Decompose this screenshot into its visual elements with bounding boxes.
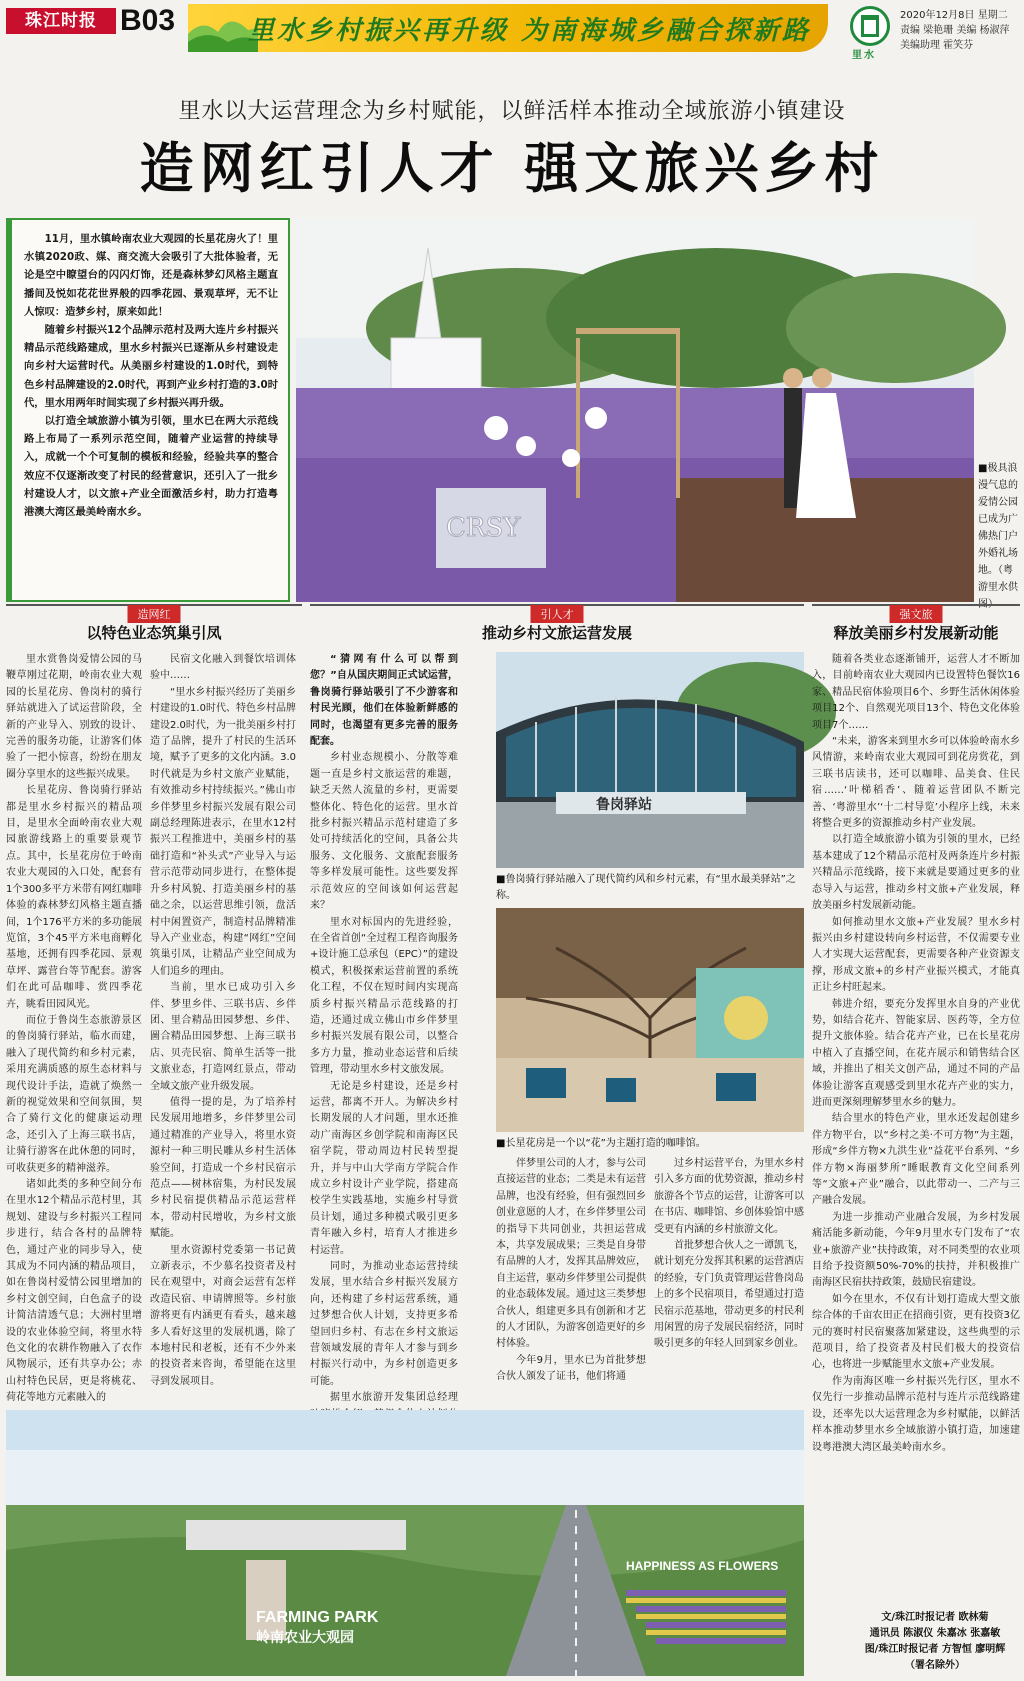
body-paragraph: 乡村业态规模小、分散等难题一直是乡村文旅运营的难题，缺乏天然人流量的乡村，更需要整体化、特色化的运营。里水首批乡村振兴精品示范村建造了多处可持续活化的空间，具备公共服务、文化服务、文旅配套服务等多样发展可能性。这些要发挥示范效应的空间该如何运营起来？ bbox=[310, 752, 458, 912]
body-paragraph: “里水乡村振兴经历了美丽乡村建设的1.0时代、特色乡村品牌建设2.0时代，为一批美丽乡村打造了品牌，提升了村民的生活环境，赋予了更多的文化内涵。3.0时代就是为乡村文旅产业赋能，有效推动乡村持续振兴。”佛山市乡伴梦里乡村振兴发展有限公司副总经理陈进表示，在里水12村振兴工程推进中，美丽乡村的基础打造和“补头式”产业导入与运营示范带动同步进行，在整体提升乡村风貌、打造美丽乡村的基础之余，以运营思维引领，盘活村中闲置资产，制造村品牌精准导入产业业态，构建“网红”空间筑巢引凤，让精品产业空间成为人们追乡的理由。 bbox=[150, 686, 296, 977]
body-paragraph: 结合里水的特色产业，里水还发起创建乡伴方物平台，以“乡村之美·不可方物”为主题，形成“乡伴方物×九洪生业”益花平台系列、“乡伴方物×海丽梦所”睡眠教育文化空间系列等“文旅+产业”融合，以此带动一、二产与三产融合发展。 bbox=[812, 1113, 1020, 1207]
byline-line: 通讯员 陈淑仪 朱嘉冰 张嘉敏 bbox=[869, 1628, 1001, 1639]
section-head-2 bbox=[310, 604, 804, 644]
body-paragraph: 诸如此类的多种空间分布在里水12个精品示范村里，其规划、建设与乡村振兴工程同步进行，结合各村的品牌特色，通过产业的同步导入，使其成为不同内涵的精品项目，如在鲁岗村爱情公园里增加的乡村文创空间，白色盒子的设计简洁清透气息；大洲村里增设的农业体验空间，将里水特色文化的农耕作物融入了衣作风物展示，还有共享办公；赤山村特色民居，更是将桃花、荷花等地方元素融入的 bbox=[6, 1179, 142, 1404]
station-caption: ■鲁岗骑行驿站融入了现代简约风和乡村元素，有“里水最美驿站”之称。 bbox=[496, 874, 796, 901]
body-paragraph: 随着各类业态逐渐铺开，运营人才不断加入，目前岭南农业大观园内已设置特色餐饮16家、精品民宿体验项目6个、乡野生活休闲体验项目12个、自然观光项目13个、特色文化体验项目7个…… bbox=[812, 654, 1020, 731]
section-title: 推动乡村文旅运营发展 bbox=[481, 624, 632, 642]
section-tag: 造网红 bbox=[128, 605, 181, 623]
article-column-3 bbox=[310, 652, 458, 1404]
byline-line: 文/珠江时报记者 欧林菊 bbox=[881, 1612, 989, 1623]
byline-line: （署名除外） bbox=[905, 1660, 965, 1671]
flower-cafe-photo bbox=[496, 908, 804, 1132]
body-paragraph: 民宿文化融入到餐饮培训体验中…… bbox=[150, 654, 296, 682]
article-column-5 bbox=[654, 1156, 804, 1404]
body-paragraph: 里水赏鲁岗爱情公园的马鞭草刚过花期，岭南农业大观园的长星花房、鲁岗村的骑行驿站就进入了试运营阶段，全新的产业导入、别致的设计、完善的服务功能，让游客们体验了一把小惊喜，纷纷在朋友圈分享里水的这些振兴成果。 bbox=[6, 654, 142, 780]
section-tag: 引人才 bbox=[531, 605, 584, 623]
aerial-sign2-text: HAPPINESS AS FLOWERS bbox=[626, 1559, 779, 1573]
cycling-station-photo bbox=[496, 652, 804, 868]
cafe-caption: ■长星花房是一个以“花”为主题打造的咖啡馆。 bbox=[496, 1138, 706, 1149]
aerial-sign-cn-text: 岭南农业大观园 bbox=[256, 1630, 354, 1646]
body-paragraph: 当前，里水已成功引入乡伴、梦里乡伴、三联书店、乡伴团、里合精品田园梦想、乡伴、圖合精品田园梦想、上海三联书店、贝壳民宿、简单生活等一批文旅业态，打造网红景点，带动全域文旅产业升级发展。 bbox=[150, 982, 296, 1092]
headline-title: 造网红引人才 强文旅兴乡村 bbox=[139, 136, 885, 200]
section-head-3 bbox=[812, 604, 1020, 644]
article-column-6 bbox=[812, 652, 1020, 1604]
body-paragraph: 以打造全域旅游小镇为引领的里水，已经基本建成了12个精品示范村及两条连片乡村振兴精品示范线路，接下来就是要通过更多的业态导入与运营，推动乡村文旅+产业发展，释放美丽乡村发展新动能。 bbox=[812, 834, 1020, 912]
body-paragraph: 作为南海区唯一乡村振兴先行区，里水不仅先行一步推动品牌示范村与连片示范线路建设，还率先以大运营理念为乡村赋能，以鲜活样本推动梦里水乡全域旅游小镇打造，加速建设粤港澳大湾区最美岭南水乡。 bbox=[812, 1375, 1020, 1453]
issue-date: 2020年12月8日 星期二 bbox=[900, 10, 1008, 21]
intro-paragraph: 以打造全域旅游小镇为引领，里水已在两大示范线路上布局了一系列示范空间，随着产业运营的持续导入，成就一个个可复制的模板和经验，经验共享的整合效应不仅逐渐改变了村民的经营意识，还引入了一批乡村建设人才，以文旅+产业全面激活乡村，助力打造粤港澳大湾区最美岭南水乡。 bbox=[24, 415, 278, 519]
wedding-photo bbox=[296, 218, 974, 602]
logo-label: 里水 bbox=[852, 50, 876, 61]
editor-credit: 责编 梁艳珊 美编 杨淑萍 bbox=[900, 25, 1010, 36]
byline-line: 图/珠江时报记者 方智恒 廖明辉 bbox=[864, 1644, 1006, 1655]
body-paragraph: “未来，游客来到里水乡可以体验岭南水乡风情游，来岭南农业大观园可到花房赏花，到三联书店读书，还可以咖啡、品美食、住民宿……‘叶梯稻香’、随着运营团队不断完善、‘粤游里水’‘十二村导览’小程序上线，未来将整合更多的资源推动乡村产业发展。 bbox=[812, 736, 1020, 830]
intro-box bbox=[6, 218, 290, 602]
page-number: B03 bbox=[120, 4, 176, 37]
intro-paragraph: 随着乡村振兴12个品牌示范村及两大连片乡村振兴精品示范线路建成，里水乡村振兴已逐渐从乡村建设走向乡村大运营时代。从美丽乡村建设的1.0时代，到特色乡村品牌建设的2.0时代，再到产业乡村打造的3.0时代，里水用两年时间实现了乡村振兴再升级。 bbox=[24, 324, 278, 409]
section-title: 以特色业态筑巢引凤 bbox=[86, 624, 222, 642]
topic-banner bbox=[188, 4, 828, 52]
wedding-caption: ■极具浪漫气息的爱情公园已成为广佛热门户外婚礼场地。（粤游里水供图） bbox=[978, 463, 1018, 610]
body-paragraph: 如今在里水，不仅有计划打造成大型文旅综合体的千亩农田正在招商引资，更有投资3亿元的赛时村民宿聚落加紧建设，这些典型的示范项目，给了投资者及村民们极大的投资信心，也将进一步赋能里水文旅+产业发展。 bbox=[812, 1293, 1020, 1371]
assistant-credit: 美编助理 霍笑芬 bbox=[900, 40, 974, 51]
body-paragraph: “猜网有什么可以帮到您？”自从国庆期间正式试运营，鲁岗骑行驿站吸引了不少游客和村民光顾，他们在体验新鲜感的同时，也渴望有更多完善的服务配套。 bbox=[310, 654, 458, 748]
body-paragraph: 据里水旅游开发集团总经理 bbox=[330, 1392, 458, 1404]
newspaper-name: 珠江时报 bbox=[6, 8, 116, 34]
body-paragraph: 无论是乡村建设，还是乡村运营，都离不开人。为解决乡村长期发展的人才问题，里水还推动广南海区乡创学院和南海区民宿学院，带动周边村民转型提升，并与中山大学南方学院合作成立乡村设计产业学院，搭建高校学生实践基地，实施乡村导赏员计划，通过多种模式吸引更多青年融入乡村，培育人才推进乡村运营。 bbox=[310, 1080, 458, 1256]
body-paragraph: 里水资源村党委第一书记黄立新表示，不少慕名投资者及村民在观望中，对商会运营有怎样改造民宿、申请牌照等。乡村旅游将更有内涵更有看头，越来越多人看好这里的发展机遇，除了本地村民和老板，还有不少外来的投资者来咨询，希望能在这里寻到发展项目。 bbox=[150, 1244, 296, 1387]
issue-meta bbox=[900, 8, 1010, 53]
body-paragraph: 伴梦里公司的人才，参与公司直接运营的业态；二类是未有运营品牌，也没有经验，但有强烈回乡创业意愿的人才，在乡伴梦里公司的指导下共同创业，共担运营成本，共享发展成果；三类是自身带有品牌的人才，发挥其品牌效应，自主运营，驱动乡伴梦里公司提供的业态载体发展。通过这三类梦想合伙人，组建更多具有创新和才艺的人才团队，为游客创造更好的乡村体验。 bbox=[496, 1158, 646, 1350]
station-sign-text: 鲁岗驿站 bbox=[596, 797, 652, 813]
article-column-2 bbox=[150, 652, 296, 1404]
body-paragraph: 今年9月，里水已为首批梦想合伙人颁发了证书，他们将通 bbox=[496, 1354, 646, 1383]
body-paragraph: 韩进介绍，要充分发挥里水自身的产业优势，如结合花卉、智能家居、医药等，全方位提升文旅体验。结合花卉产业，已在长星花房中植入了直播空间，在花卉展示和销售结合区域，并推出了相关文创产品，通过不同的产品体验让游客直观感受到里水花卉产业的实力，进而更深刻理解梦里水乡的魅力。 bbox=[812, 998, 1020, 1108]
body-paragraph: 值得一提的是，为了培养村民发展用地增多，乡伴梦里公司通过精准的产业导入，将里水资源村一种三明民雕从乡村生活体验空间，打造成一个乡村民宿示范点——树林宿集，为村民发展乡村民宿提供精品示范运营样本，带动村民增收，为乡村文旅赋能。 bbox=[150, 1096, 296, 1240]
body-paragraph: 里水对标国内的先进经验，在全省首创“全过程工程咨询服务+设计施工总承包（EPC）”的建设模式，积极探索运营前置的系统化工程，不仅在短时间内实现高质乡村振兴精品示范线路的打造，还通过成立佛山市乡伴梦里乡村振兴发展有限公司，以整合多方力量，推动业态运营和后续管理，带动里水乡村文旅发展。 bbox=[310, 916, 458, 1076]
article-column-1 bbox=[6, 652, 142, 1404]
body-paragraph: 长星花房、鲁岗骑行驿站都是里水乡村振兴的精品项目，是里水全面岭南农业大观园旅游线路上的重要景观节点。其中，长星花房位于岭南农业大观园的入口处，配套有1个300多平方米带有网红咖啡体验的森林梦幻风格主题直播间，1个176平方米的多功能展览馆，3个45平方米电商孵化基地，还拥有四季花园、景观草坪、露营台等节配套。游客们在此可品咖啡、赏四季花卉，眺看田园风光。 bbox=[6, 785, 142, 1010]
body-paragraph: 同时，为推动业态运营持续发展，里水结合乡村振兴发展方向，还构建了乡村运营系统，通过梦想合伙人计划，支持更多希望回归乡村、有志在乡村文旅运营领域发展的青年人才参与到乡村振兴行动中，为乡村创造更多可能。 bbox=[310, 1261, 458, 1387]
body-paragraph: 为进一步推动产业融合发展，为乡村发展痛活能多新动能，今年9月里水专门发布了“农业+旅游产业”扶持政策，对不同类型的农业项目给予投资额50%-70%的扶持，并积极推广南海区民宿扶持政策，鼓励民宿建设。 bbox=[812, 1211, 1020, 1289]
body-paragraph: 过乡村运营平台，为里水乡村引入多方面的优势资源，推动乡村旅游各个节点的运营，让游客可以在书店、咖啡馆、乡创体验馆中感受更有内涵的乡村旅游文化。 bbox=[654, 1158, 804, 1235]
byline bbox=[850, 1610, 1020, 1674]
body-paragraph: 首批梦想合伙人之一谭凯飞，就计划充分发挥其积累的运营酒店的经验，专门负责管理运营鲁岗岛上的多个民宿项目，希望通过打造民宿示范基地，带动更多的村民利用闲置的房子发展民宿经济，同时吸引更多的年轻人回到家乡创业。 bbox=[654, 1240, 804, 1350]
lishui-logo-icon bbox=[850, 6, 890, 46]
banner-title: 里水乡村振兴再升级 为南海城乡融合探新路 bbox=[248, 16, 812, 46]
masthead bbox=[0, 0, 1024, 62]
section-head-1 bbox=[6, 604, 302, 644]
wedding-sign-text: CRSY bbox=[446, 513, 521, 543]
aerial-sign-text: FARMING PARK bbox=[256, 1609, 379, 1626]
section-title: 释放美丽乡村发展新动能 bbox=[833, 624, 999, 642]
headline-subtitle: 里水以大运营理念为乡村赋能，以鲜活样本推动全域旅游小镇建设 bbox=[178, 99, 846, 124]
body-paragraph: 而位于鲁岗生态旅游景区的鲁岗骑行驿站，临水而建，融入了现代简约和乡村元素，采用充满质感的原生态材料与现代设计手法，造就了焕然一新的视觉效果和空间氛围，契合了骑行文化的健康运动理念，还引入了上海三联书店，让骑行游客在此休憩的同时，可收获更多的精神滋养。 bbox=[6, 1014, 142, 1174]
body-paragraph: 如何推动里水文旅+产业发展？里水乡村振兴由乡村建设转向乡村运营，不仅需要专业人才实现大运营配套，更需要各种产业资源支撑，形成文旅+的乡村产业振兴模式，才能真正让乡村旺起来。 bbox=[812, 916, 1020, 994]
aerial-park-photo bbox=[6, 1410, 804, 1676]
article-column-4 bbox=[496, 1156, 646, 1404]
intro-paragraph: 11月，里水镇岭南农业大观园的长星花房火了！里水镇2020政、媒、商交流大会吸引了大批体验者，无论是空中瞭望台的闪闪灯饰，还是森林梦幻风格主题直播间及悦如花花世界般的四季花园、景观草坪，无不让人惊叹：造梦乡村，原来如此！ bbox=[24, 233, 278, 318]
section-tag: 强文旅 bbox=[890, 605, 943, 623]
